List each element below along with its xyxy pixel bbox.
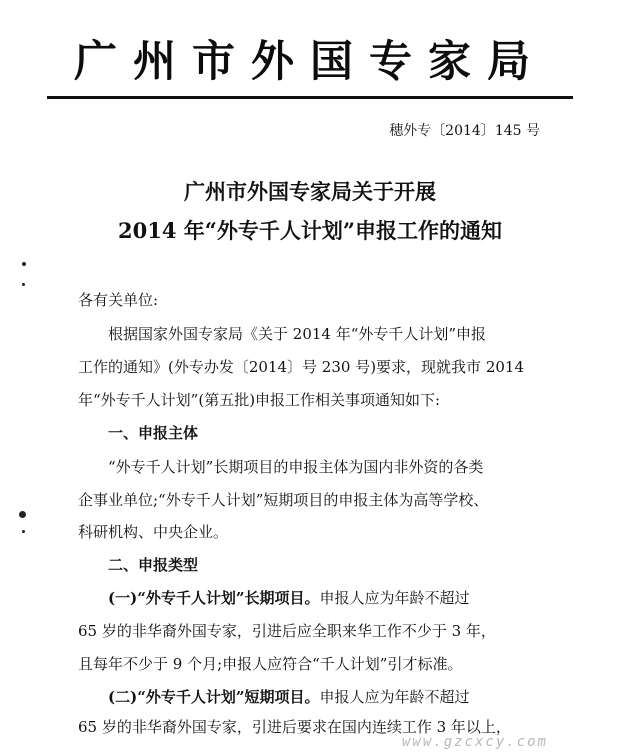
paragraph-3-line-3: 且每年不少于 9 个月;申报人应符合“千人计划”引才标准。 <box>78 655 463 673</box>
long-term-project-label: (一)“外专千人计划”长期项目。 <box>108 589 320 607</box>
paragraph-4-line-1 <box>108 686 469 707</box>
issuing-authority-header: 广州市外国专家局 <box>74 37 546 87</box>
paragraph-3-line-1 <box>108 587 469 608</box>
section-1-heading: 一、申报主体 <box>108 424 199 442</box>
salutation: 各有关单位: <box>78 291 159 309</box>
paragraph-4-line-2: 65 岁的非华裔外国专家，引进后要求在国内连续工作 3 年以上， <box>78 718 511 736</box>
paragraph-1-line-2: 工作的通知》(外专办发〔2014〕号 230 号)要求，现就我市 2014 <box>78 358 524 376</box>
binding-hole-mark <box>22 283 25 286</box>
paragraph-2-line-1: “外专千人计划”长期项目的申报主体为国内非外资的各类 <box>108 458 484 476</box>
short-term-project-label: (二)“外专千人计划”短期项目。 <box>108 688 320 706</box>
section-2-heading: 二、申报类型 <box>108 556 199 574</box>
paragraph-1-line-1: 根据国家外国专家局《关于 2014 年“外专千人计划”申报 <box>108 325 487 343</box>
site-watermark: www.gzcxcy.com <box>401 734 548 750</box>
paragraph-3-line-1-text: 申报人应为年龄不超过 <box>319 589 470 607</box>
document-number: 穗外专〔2014〕145 号 <box>389 123 540 139</box>
binding-hole-mark <box>19 511 26 518</box>
binding-hole-mark <box>22 262 26 266</box>
paragraph-1-line-3: 年“外专千人计划”(第五批)申报工作相关事项通知如下: <box>78 391 441 409</box>
paragraph-2-line-3: 科研机构、中央企业。 <box>78 523 229 541</box>
title-line-2: 2014 年“外专千人计划”申报工作的通知 <box>118 218 502 243</box>
paragraph-2-line-2: 企事业单位;“外专千人计划”短期项目的申报主体为高等学校、 <box>78 491 489 509</box>
paragraph-4-line-1-text: 申报人应为年龄不超过 <box>319 688 470 706</box>
header-divider <box>47 96 573 99</box>
binding-hole-mark <box>22 530 25 533</box>
title-line-1: 广州市外国专家局关于开展 <box>184 179 436 204</box>
paragraph-3-line-2: 65 岁的非华裔外国专家，引进后应全职来华工作不少于 3 年， <box>78 622 496 640</box>
